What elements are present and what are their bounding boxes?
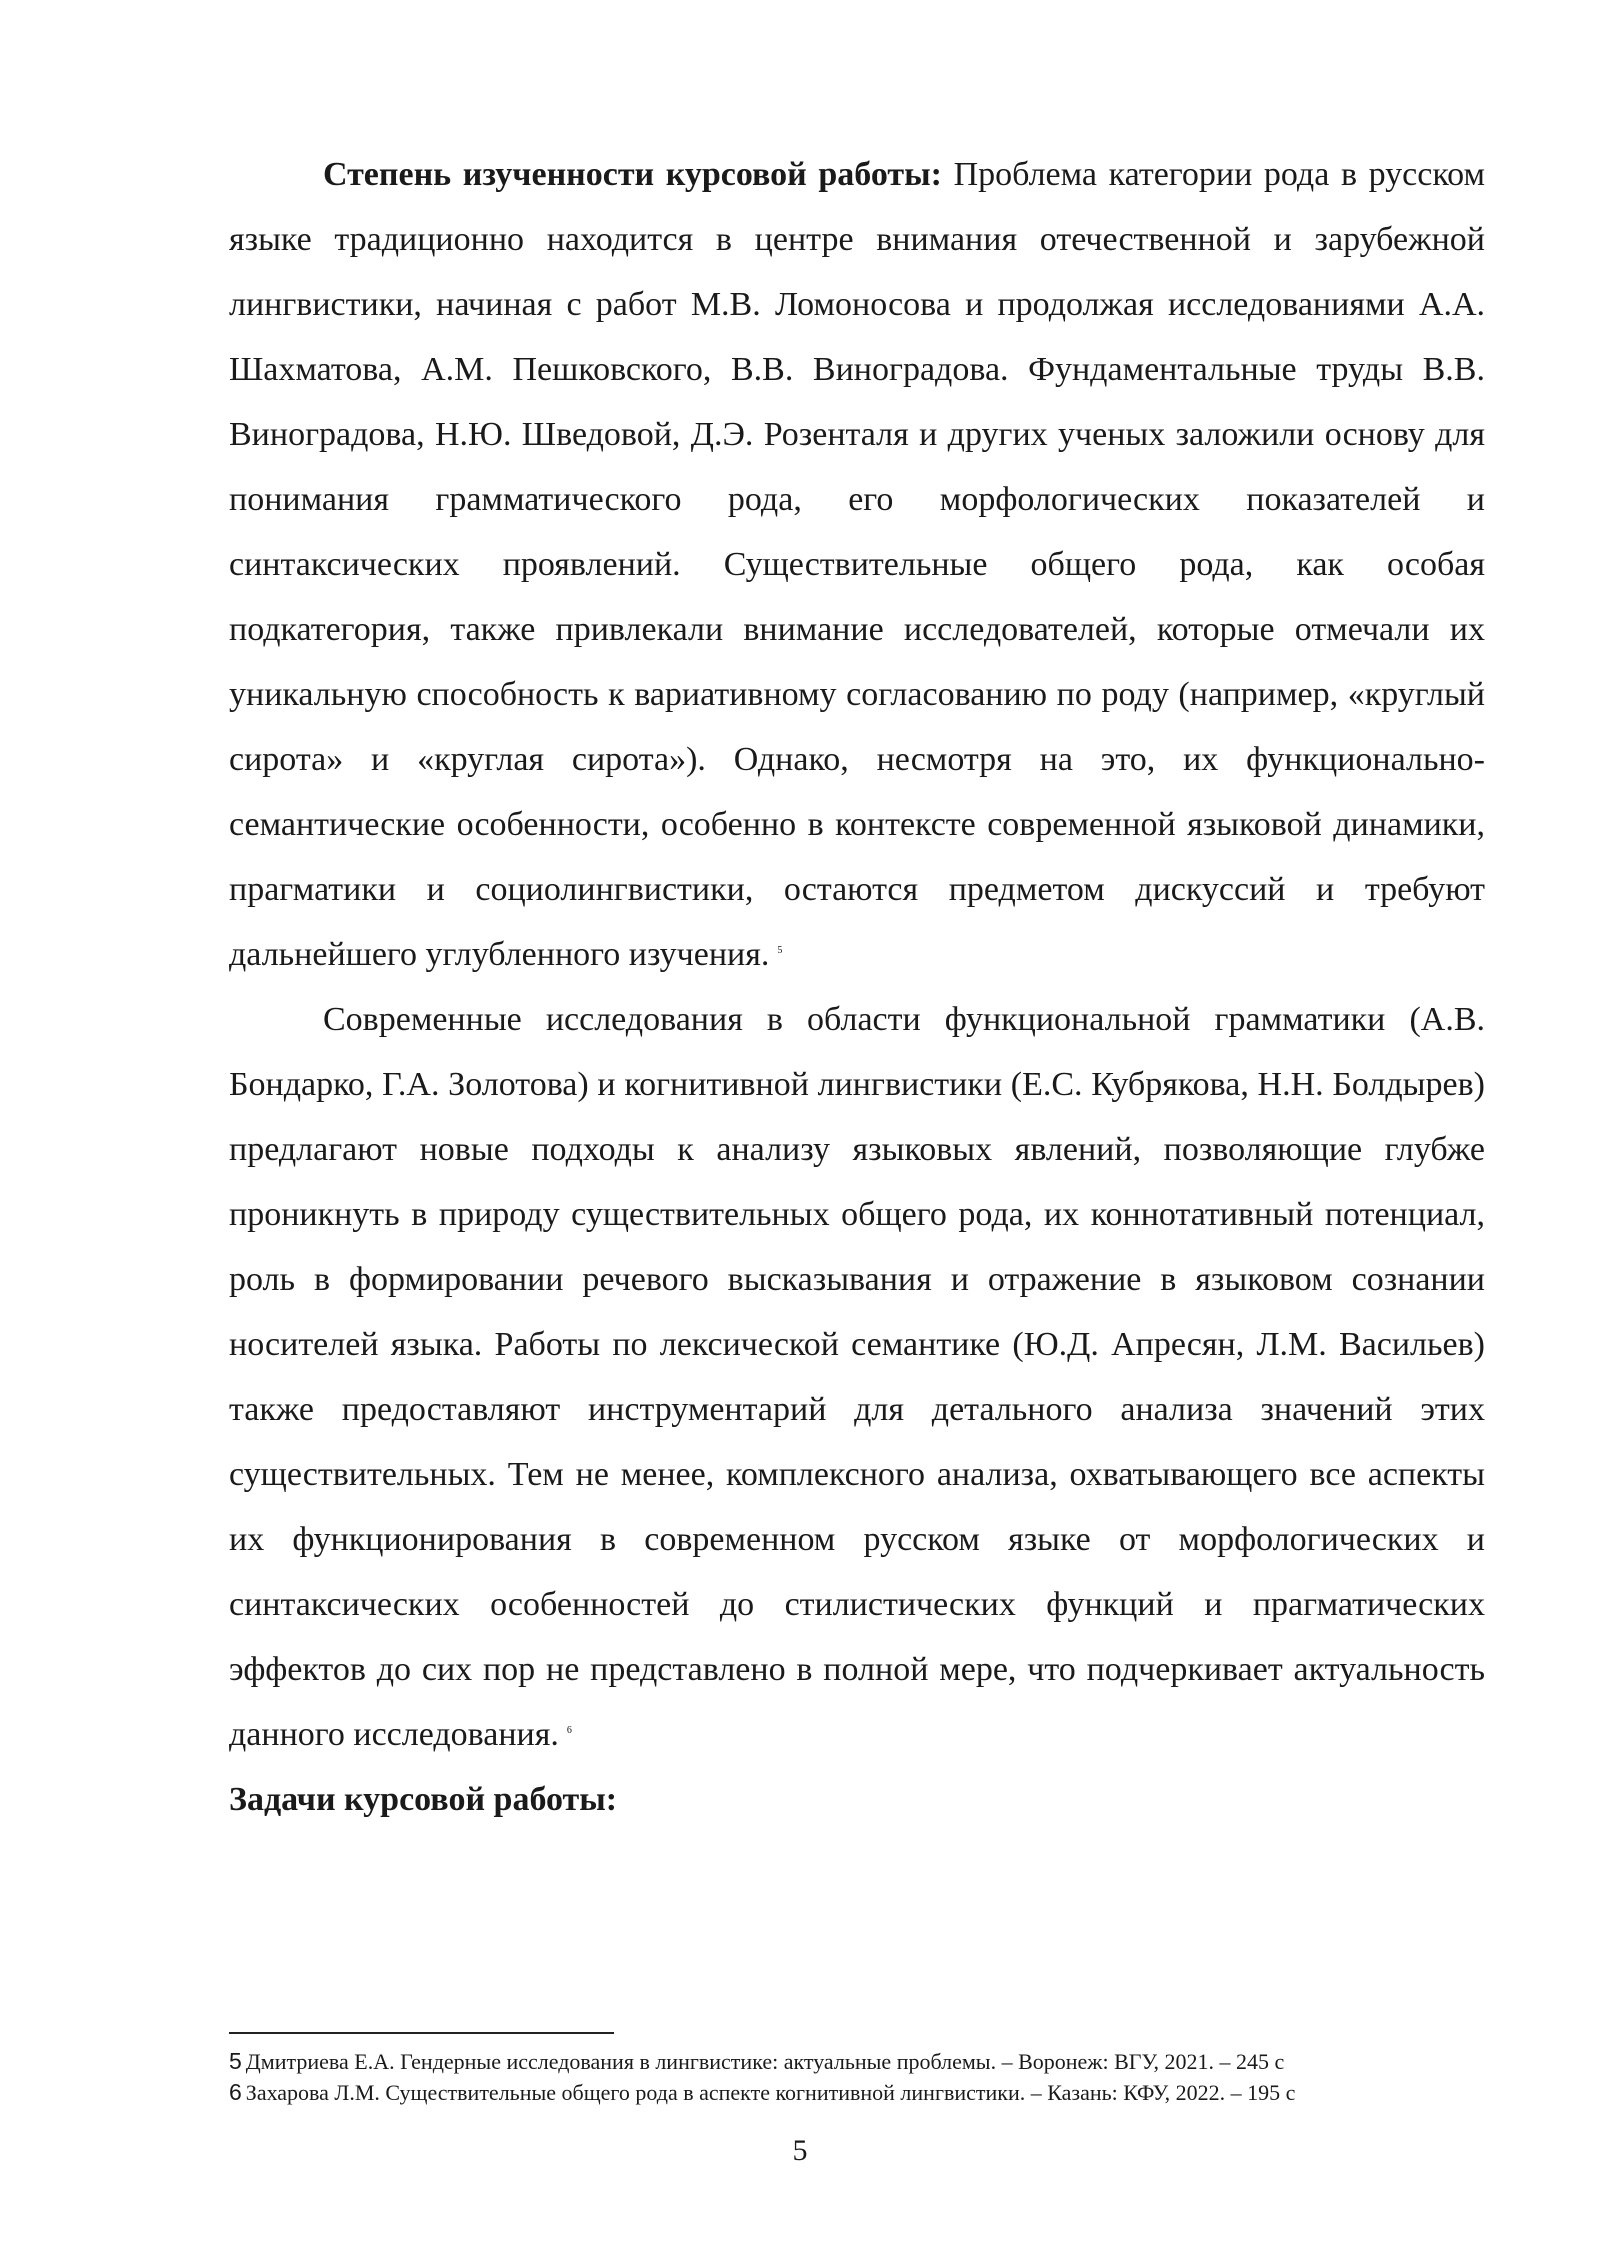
section-heading: Задачи курсовой работы: [229, 1781, 618, 1818]
footnote [229, 2046, 1529, 2077]
paragraph-text: Современные исследования в области функциональной грамматики (А.В. Бондарко, Г.А. Золотова) и когнитивной лингвистики (Е.С. Кубрякова, Н.Н. Болдырев) предлагают новые подходы к анализу языковых явлений, позволяющие глубже проникнуть в природу существительных общего рода, их коннотативный потенциал, роль в формировании речевого высказывания и отражение в языковом сознании носителей языка. Работы по лексической семантике (Ю.Д. Апресян, Л.М. Васильев) также предоставляют инструментарий для детального анализа значений этих существительных. Тем не менее, комплексного анализа, охватывающего все аспекты их функционирования в современном русском языке от морфологических и синтаксических особенностей до стилистических функций и прагматических эффектов до сих пор не представлено в полной мере, что подчеркивает актуальность данного исследования. [229, 1001, 1485, 1753]
footnote [229, 2077, 1529, 2108]
footnote-number: 5 [229, 2048, 242, 2074]
footnote-reference[interactable]: 6 [566, 1724, 572, 1736]
footnote-separator [229, 2032, 614, 2034]
page-number: 5 [792, 2134, 808, 2167]
paragraph-text: Проблема категории рода в русском языке традиционно находится в центре внимания отечественной и зарубежной лингвистики, начиная с работ М.В. Ломоносова и продолжая исследованиями А.А. Шахматова, А.М. Пешковского, В.В. Виноградова. Фундаментальные труды В.В. Виноградова, Н.Ю. Шведовой, Д.Э. Розенталя и других ученых заложили основу для понимания грамматического рода, его морфологических показателей и синтаксических проявлений. Существительные общего рода, как особая подкатегория, также привлекали внимание исследователей, которые отмечали их уникальную способность к вариативному согласованию по роду (например, «круглый сирота» и «круглая сирота»). Однако, несмотря на это, их функционально-семантические особенности, особенно в контексте современной языковой динамики, прагматики и социолингвистики, остаются предметом дискуссий и требуют дальнейшего углубленного изучения. [229, 156, 1486, 973]
paragraph-literature-review [229, 142, 1485, 987]
section-lead-heading: Степень изученности курсовой работы: [323, 156, 942, 193]
footnotes [229, 2046, 1529, 2108]
footnote-number: 6 [229, 2079, 242, 2105]
footnote-text: Дмитриева Е.А. Гендерные исследования в лингвистике: актуальные проблемы. – Воронеж: ВГУ, 2021. – 245 с [245, 2049, 1285, 2074]
main-text [229, 142, 1485, 1832]
paragraph-modern-research [229, 987, 1485, 1767]
footnote-text: Захарова Л.М. Существительные общего рода в аспекте когнитивной лингвистики. – Казань: КФУ, 2022. – 195 с [245, 2080, 1296, 2105]
footnote-reference[interactable]: 5 [777, 944, 783, 956]
